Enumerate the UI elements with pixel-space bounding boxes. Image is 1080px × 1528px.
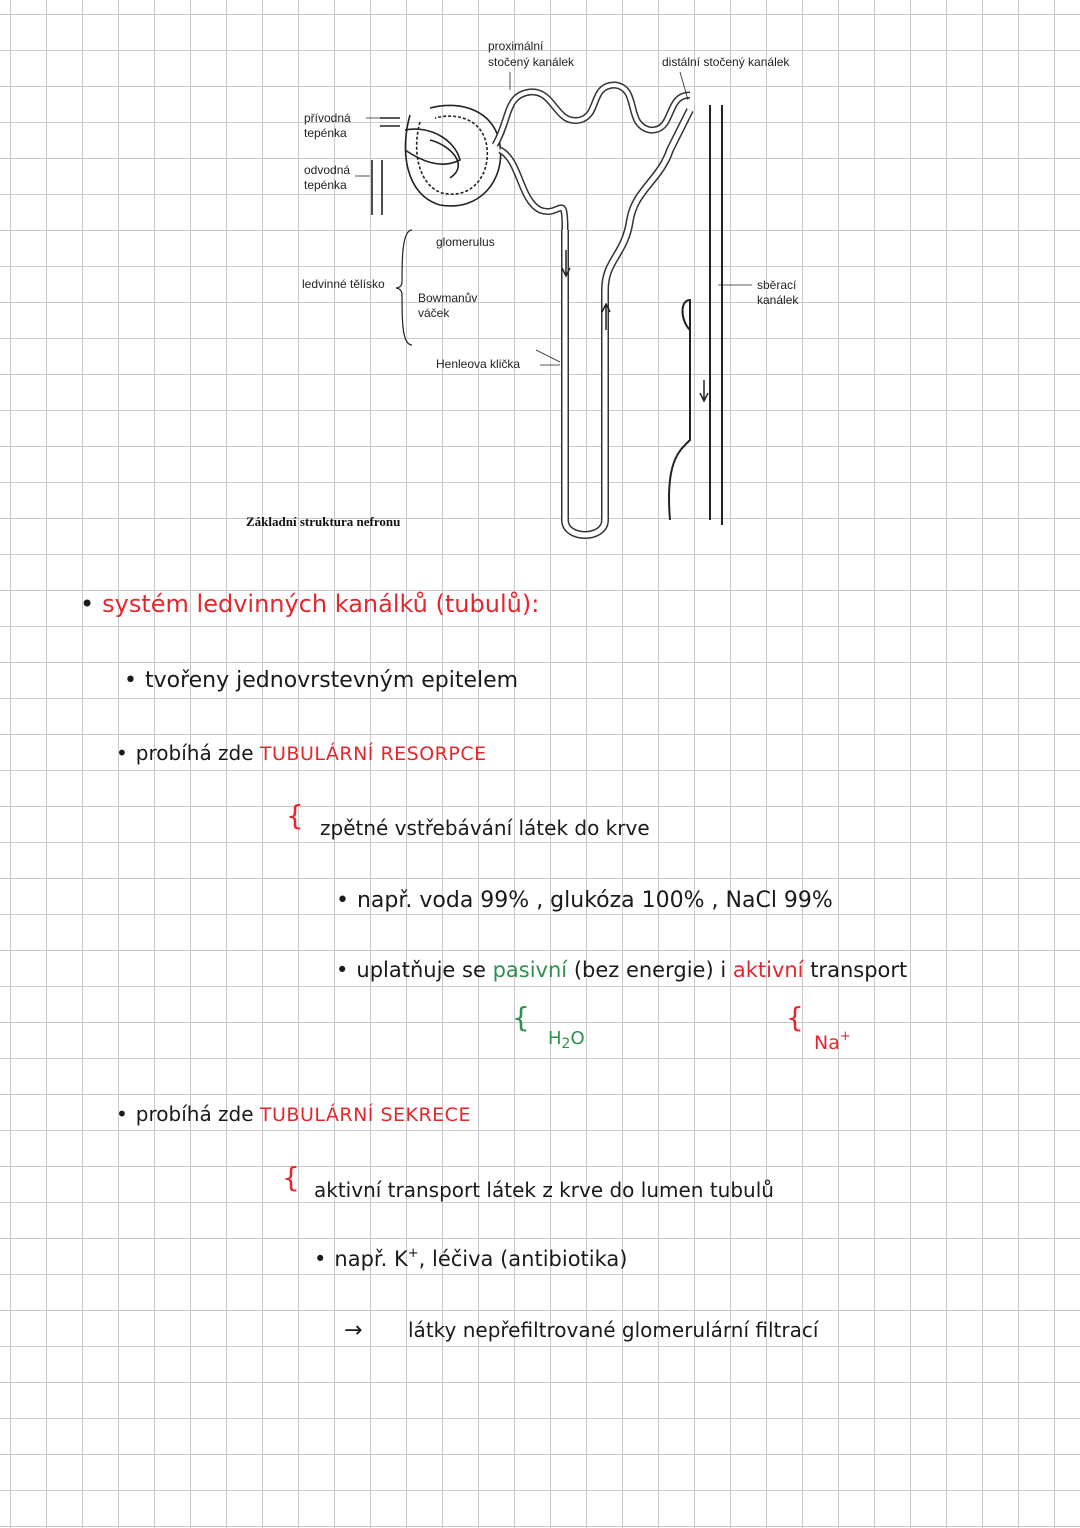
- label-efferent-1: odvodná: [304, 163, 351, 177]
- label-distal: distální stočený kanálek: [662, 55, 790, 69]
- curly-arrow-icon: {: [512, 1001, 530, 1034]
- bullet-icon: •: [80, 590, 95, 618]
- epithelium-line: [124, 670, 518, 692]
- label-efferent-2: tepénka: [304, 178, 347, 192]
- bullet-icon: •: [336, 888, 349, 913]
- diagram-caption: Základní struktura nefronu: [246, 514, 401, 529]
- bullet-icon: •: [336, 958, 349, 982]
- bullet-icon: •: [116, 741, 128, 765]
- label-afferent-2: tepénka: [304, 126, 347, 140]
- bullet-icon: •: [116, 1102, 128, 1126]
- bullet-icon: •: [314, 1247, 327, 1271]
- resorption-prefix: probíhá zde: [135, 741, 254, 765]
- secretion-line: [116, 1104, 471, 1125]
- nephron-diagram: [0, 0, 1080, 560]
- bez-energie: (bez energie) i: [573, 958, 727, 982]
- renal-body-bracket: [396, 230, 412, 345]
- glomerulus-loops: [405, 129, 460, 178]
- notes-heading: [80, 592, 539, 616]
- potassium-charge: +: [407, 1246, 419, 1261]
- epithelium-text: tvořeny jednovrstevným epitelem: [144, 668, 519, 693]
- arrow-icon: →: [344, 1318, 363, 1343]
- label-afferent-1: přívodná: [304, 111, 351, 125]
- curly-arrow-icon: {: [286, 799, 304, 832]
- active-term: aktivní: [732, 958, 804, 982]
- curly-arrow-icon: {: [786, 1001, 804, 1034]
- afferent-arteriole: [380, 118, 400, 126]
- secretion-examples-prefix: např. K: [334, 1247, 408, 1271]
- transport-line: [336, 960, 907, 981]
- resorption-line: [116, 743, 487, 764]
- water-h: H: [548, 1028, 562, 1049]
- label-proximal-1: proximální: [488, 39, 544, 53]
- passive-term: pasivní: [492, 958, 568, 982]
- bullet-icon: •: [124, 668, 137, 693]
- label-collecting-1: sběrací: [757, 278, 797, 292]
- transport-prefix: uplatňuje se: [356, 958, 486, 982]
- bowman-capsule-outer: [405, 105, 500, 206]
- collecting-duct: [710, 105, 722, 525]
- secretion-prefix: probíhá zde: [135, 1102, 254, 1126]
- unfiltered-note: látky nepřefiltrované glomerulární filtrací: [408, 1318, 819, 1342]
- examples-line: [336, 890, 833, 912]
- label-renal-body: ledvinné tělísko: [302, 277, 385, 291]
- sodium-charge: +: [839, 1029, 851, 1044]
- efferent-arteriole: [372, 160, 382, 215]
- secretion-term: TUBULÁRNÍ SEKRECE: [259, 1104, 471, 1126]
- resorption-term: TUBULÁRNÍ RESORPCE: [259, 743, 487, 765]
- sodium-text: Na: [814, 1032, 840, 1054]
- label-collecting-2: kanálek: [757, 293, 799, 307]
- water-sub: 2: [561, 1036, 571, 1052]
- secretion-examples: [314, 1247, 627, 1270]
- water-o: O: [570, 1028, 585, 1049]
- label-proximal-2: stočený kanálek: [488, 55, 575, 69]
- label-bowman-2: váček: [418, 306, 450, 320]
- label-bowman-1: Bowmanův: [418, 291, 478, 305]
- curly-arrow-icon: {: [282, 1161, 300, 1194]
- transport-word: transport: [810, 958, 908, 982]
- label-henle: Henleova klička: [436, 357, 521, 371]
- examples-text: např. voda 99% , glukóza 100% , NaCl 99%: [356, 888, 833, 913]
- bowman-capsule-inner: [417, 116, 488, 194]
- secretion-definition: aktivní transport látek z krve do lumen tubulů: [314, 1178, 774, 1202]
- heading-text: systém ledvinných kanálků (tubulů):: [102, 590, 540, 618]
- secretion-examples-rest: , léčiva (antibiotika): [418, 1247, 628, 1271]
- label-glomerulus: glomerulus: [436, 235, 495, 249]
- water-formula: [548, 1030, 585, 1051]
- resorption-definition: zpětné vstřebávání látek do krve: [320, 816, 650, 840]
- sodium-ion: [814, 1030, 851, 1053]
